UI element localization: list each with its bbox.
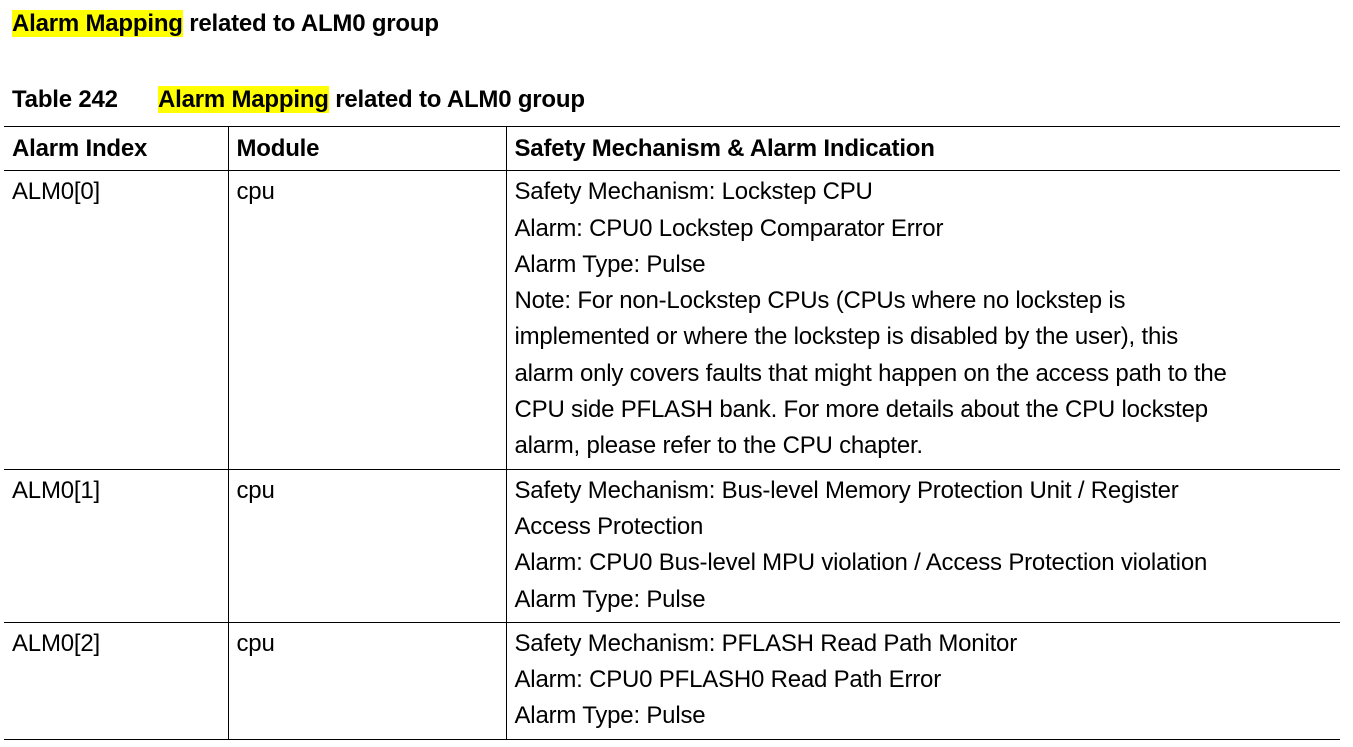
header-module: Module bbox=[228, 127, 506, 171]
indication-line: Safety Mechanism: Lockstep CPU bbox=[514, 178, 873, 206]
module-cell: cpu bbox=[228, 622, 506, 739]
alarm-mapping-table bbox=[4, 126, 1340, 740]
heading-highlight: Alarm Mapping bbox=[12, 10, 183, 37]
alarm-index-cell: ALM0[2] bbox=[4, 622, 228, 739]
alarm-index-cell: ALM0[1] bbox=[4, 469, 228, 622]
indication-line: Alarm: CPU0 PFLASH0 Read Path Error bbox=[514, 666, 941, 694]
indication-line: implemented or where the lockstep is disabled by the user), this bbox=[514, 323, 1179, 351]
heading-rest: related to ALM0 group bbox=[182, 10, 439, 37]
caption-rest: related to ALM0 group bbox=[328, 86, 585, 113]
indication-line: Alarm: CPU0 Bus-level MPU violation / Access Protection violation bbox=[514, 549, 1208, 577]
table-caption bbox=[12, 86, 585, 114]
indication-line: alarm only covers faults that might happen on the access path to the bbox=[514, 359, 1227, 387]
module-cell: cpu bbox=[228, 171, 506, 469]
table-row bbox=[4, 469, 1340, 622]
module-cell: cpu bbox=[228, 469, 506, 622]
indication-line: Note: For non-Lockstep CPUs (CPUs where no lockstep is bbox=[514, 287, 1126, 315]
indication-line: CPU side PFLASH bank. For more details about the CPU lockstep bbox=[514, 396, 1208, 424]
alarm-index-cell: ALM0[0] bbox=[4, 171, 228, 469]
indication-line: Safety Mechanism: PFLASH Read Path Monitor bbox=[514, 629, 1017, 657]
section-heading bbox=[12, 10, 439, 38]
table-number: Table 242 bbox=[12, 86, 118, 113]
table-header-row bbox=[4, 127, 1340, 171]
indication-cell bbox=[506, 171, 1340, 469]
indication-line: Alarm Type: Pulse bbox=[514, 585, 706, 613]
indication-line: Access Protection bbox=[514, 512, 704, 540]
indication-line: Alarm Type: Pulse bbox=[514, 250, 706, 278]
caption-highlight: Alarm Mapping bbox=[158, 86, 329, 113]
indication-line: Alarm: CPU0 Lockstep Comparator Error bbox=[514, 214, 944, 242]
indication-cell bbox=[506, 469, 1340, 622]
indication-line: alarm, please refer to the CPU chapter. bbox=[514, 432, 923, 460]
table-row bbox=[4, 622, 1340, 739]
header-alarm-index: Alarm Index bbox=[4, 127, 228, 171]
indication-cell bbox=[506, 622, 1340, 739]
table-row bbox=[4, 171, 1340, 469]
indication-line: Safety Mechanism: Bus-level Memory Protection Unit / Register bbox=[514, 476, 1179, 504]
header-safety-mechanism: Safety Mechanism & Alarm Indication bbox=[506, 127, 1340, 171]
indication-line: Alarm Type: Pulse bbox=[514, 702, 706, 730]
